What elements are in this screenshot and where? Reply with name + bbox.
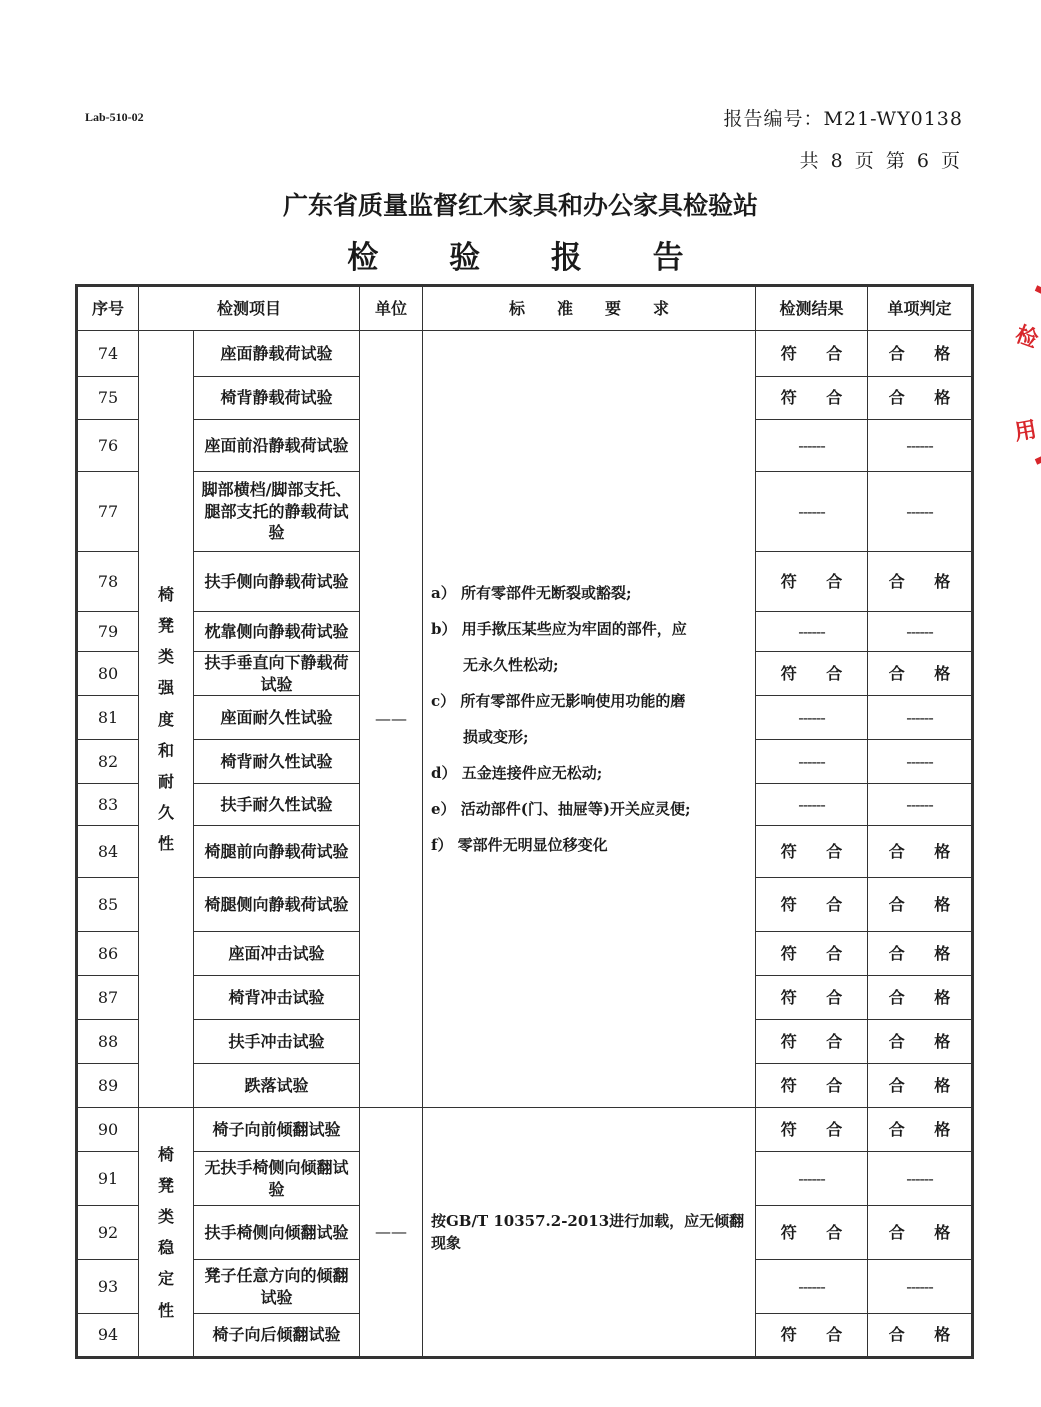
row-number: 83 — [77, 784, 139, 826]
row-number: 84 — [77, 826, 139, 878]
judgement-cell: ------ — [868, 612, 973, 652]
category-char: 凳 — [157, 1175, 174, 1195]
judgement-cell: 合 格 — [868, 976, 973, 1020]
category-char: 椅 — [157, 1144, 174, 1164]
judgement-cell: 合 格 — [868, 331, 973, 377]
report-number: 报告编号：M21-WY0138 — [723, 108, 963, 130]
station-name: 广东省质量监督红木家具和办公家具检验站 — [282, 191, 758, 220]
requirement-line: a） 所有零部件无断裂或豁裂; — [431, 584, 632, 603]
test-item: 椅背耐久性试验 — [194, 740, 360, 784]
judgement-cell: 合 格 — [868, 1020, 973, 1064]
row-number: 90 — [77, 1108, 139, 1152]
judgement-cell: ------ — [868, 420, 973, 472]
row-number: 76 — [77, 420, 139, 472]
result-cell: ------ — [756, 784, 868, 826]
result-cell: ------ — [756, 472, 868, 552]
test-item: 椅背静载荷试验 — [194, 377, 360, 420]
test-item: 凳子任意方向的倾翻试验 — [194, 1260, 360, 1314]
test-item: 扶手冲击试验 — [194, 1020, 360, 1064]
col-no-header: 序号 — [77, 286, 139, 331]
category-char: 度 — [157, 709, 174, 729]
requirement-line: b） 用手揿压某些应为牢固的部件，应 — [431, 620, 687, 639]
judgement-cell: 合 格 — [868, 1314, 973, 1358]
requirement-cell — [423, 331, 756, 1108]
test-item: 扶手椅侧向倾翻试验 — [194, 1206, 360, 1260]
report-title: 检 验 报 告 — [347, 240, 714, 276]
result-cell: 符 合 — [756, 652, 868, 696]
category-cell — [139, 331, 194, 1108]
requirement-line: c） 所有零部件应无影响使用功能的磨 — [431, 692, 686, 711]
result-cell: 符 合 — [756, 826, 868, 878]
inspection-table — [75, 284, 974, 1359]
judgement-cell: 合 格 — [868, 1108, 973, 1152]
requirement-line: d） 五金连接件应无松动; — [431, 764, 603, 783]
unit-cell: —— — [360, 1108, 423, 1358]
requirement-cell: 按GB/T 10357.2-2013进行加载，应无倾翻现象 — [423, 1108, 756, 1358]
category-char: 椅 — [157, 584, 174, 604]
svg-text:用: 用 — [1012, 417, 1039, 446]
judgement-cell: 合 格 — [868, 878, 973, 932]
col-item-header: 检测项目 — [139, 286, 360, 331]
test-item: 跌落试验 — [194, 1064, 360, 1108]
result-cell: 符 合 — [756, 552, 868, 612]
result-cell: ------ — [756, 612, 868, 652]
result-cell: 符 合 — [756, 878, 868, 932]
row-number: 94 — [77, 1314, 139, 1358]
test-item: 扶手侧向静载荷试验 — [194, 552, 360, 612]
category-cell — [139, 1108, 194, 1358]
result-cell: ------ — [756, 1152, 868, 1206]
test-item: 无扶手椅侧向倾翻试验 — [194, 1152, 360, 1206]
row-number: 93 — [77, 1260, 139, 1314]
test-item: 椅子向后倾翻试验 — [194, 1314, 360, 1358]
row-number: 91 — [77, 1152, 139, 1206]
test-item: 枕靠侧向静载荷试验 — [194, 612, 360, 652]
result-cell: 符 合 — [756, 1314, 868, 1358]
table-row — [77, 331, 973, 377]
col-requirement-header: 标 准 要 求 — [423, 286, 756, 331]
result-cell: 符 合 — [756, 1064, 868, 1108]
test-item: 椅子向前倾翻试验 — [194, 1108, 360, 1152]
judgement-cell: 合 格 — [868, 826, 973, 878]
row-number: 81 — [77, 696, 139, 740]
row-number: 79 — [77, 612, 139, 652]
result-cell: ------ — [756, 1260, 868, 1314]
judgement-cell: 合 格 — [868, 1206, 973, 1260]
judgement-cell: ------ — [868, 696, 973, 740]
row-number: 85 — [77, 878, 139, 932]
requirement-line: 损或变形; — [463, 728, 529, 747]
judgement-cell: ------ — [868, 784, 973, 826]
requirement-line: e） 活动部件(门、抽屉等)开关应灵便; — [431, 800, 691, 819]
judgement-cell: ------ — [868, 472, 973, 552]
result-cell: 符 合 — [756, 1020, 868, 1064]
table-row — [77, 1108, 973, 1152]
svg-text:检: 检 — [1011, 322, 1041, 354]
judgement-cell: ------ — [868, 1152, 973, 1206]
test-item: 座面耐久性试验 — [194, 696, 360, 740]
requirement-line: f） 零部件无明显位移变化 — [431, 836, 608, 855]
requirement-line: 无永久性松动; — [463, 656, 559, 675]
category-char: 性 — [157, 1300, 174, 1320]
col-result-header: 检测结果 — [756, 286, 868, 331]
category-char: 耐 — [157, 771, 174, 791]
test-item: 座面静载荷试验 — [194, 331, 360, 377]
category-char: 强 — [157, 678, 174, 698]
category-char: 性 — [157, 834, 174, 854]
result-cell: 符 合 — [756, 932, 868, 976]
row-number: 75 — [77, 377, 139, 420]
category-char: 定 — [157, 1269, 174, 1289]
page-info: 共 8 页 第 6 页 — [799, 150, 963, 172]
category-char: 久 — [157, 803, 174, 823]
row-number: 92 — [77, 1206, 139, 1260]
row-number: 77 — [77, 472, 139, 552]
test-item: 椅腿前向静载荷试验 — [194, 826, 360, 878]
row-number: 87 — [77, 976, 139, 1020]
category-char: 和 — [157, 740, 174, 760]
judgement-cell: 合 格 — [868, 652, 973, 696]
col-unit-header: 单位 — [360, 286, 423, 331]
lab-code: Lab-510-02 — [85, 110, 144, 124]
result-cell: ------ — [756, 696, 868, 740]
row-number: 88 — [77, 1020, 139, 1064]
row-number: 74 — [77, 331, 139, 377]
table-header — [77, 286, 973, 331]
category-char: 稳 — [157, 1238, 174, 1258]
result-cell: 符 合 — [756, 377, 868, 420]
row-number: 86 — [77, 932, 139, 976]
test-item: 座面前沿静载荷试验 — [194, 420, 360, 472]
result-cell: 符 合 — [756, 1206, 868, 1260]
test-item: 椅背冲击试验 — [194, 976, 360, 1020]
row-number: 78 — [77, 552, 139, 612]
result-cell: 符 合 — [756, 976, 868, 1020]
test-item: 座面冲击试验 — [194, 932, 360, 976]
row-number: 89 — [77, 1064, 139, 1108]
category-char: 类 — [157, 1207, 174, 1226]
result-cell: ------ — [756, 740, 868, 784]
official-stamp — [1006, 280, 1041, 470]
unit-cell: —— — [360, 331, 423, 1108]
col-judgement-header: 单项判定 — [868, 286, 973, 331]
judgement-cell: ------ — [868, 1260, 973, 1314]
judgement-cell: 合 格 — [868, 932, 973, 976]
category-char: 类 — [157, 647, 174, 667]
row-number: 82 — [77, 740, 139, 784]
test-item: 椅腿侧向静载荷试验 — [194, 878, 360, 932]
result-cell: 符 合 — [756, 331, 868, 377]
test-item: 扶手垂直向下静载荷试验 — [194, 652, 360, 696]
judgement-cell: 合 格 — [868, 1064, 973, 1108]
result-cell: 符 合 — [756, 1108, 868, 1152]
judgement-cell: 合 格 — [868, 552, 973, 612]
result-cell: ------ — [756, 420, 868, 472]
row-number: 80 — [77, 652, 139, 696]
category-char: 凳 — [157, 615, 174, 635]
judgement-cell: ------ — [868, 740, 973, 784]
judgement-cell: 合 格 — [868, 377, 973, 420]
test-item: 脚部横档/脚部支托、腿部支托的静载荷试验 — [194, 472, 360, 552]
test-item: 扶手耐久性试验 — [194, 784, 360, 826]
